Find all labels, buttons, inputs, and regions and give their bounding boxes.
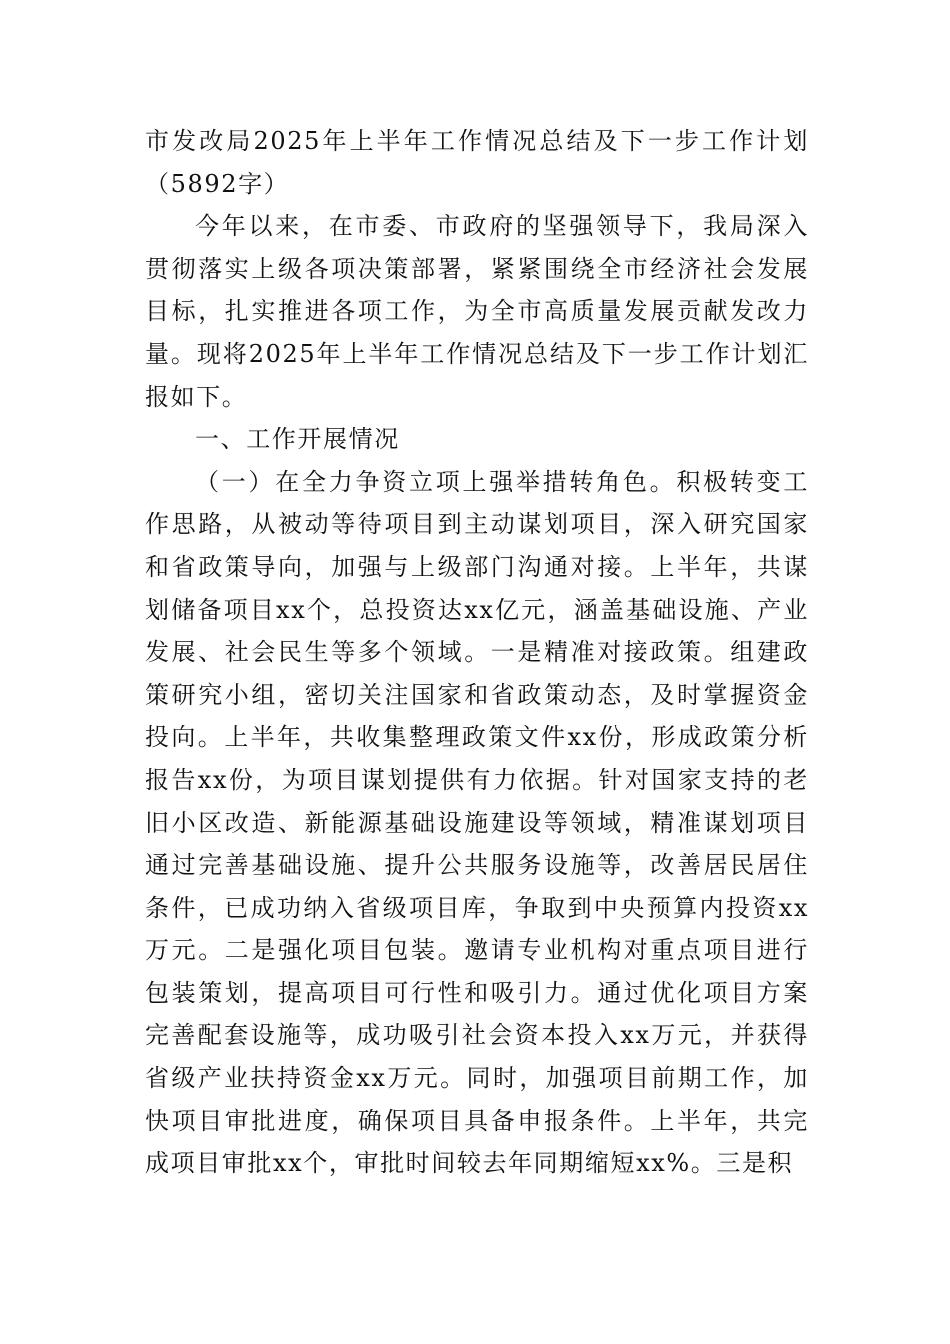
document-page: [145, 120, 809, 1185]
intro-paragraph: 今年以来，在市委、市政府的坚强领导下，我局深入贯彻落实上级各项决策部署，紧紧围绕全市经济社会发展目标，扎实推进各项工作，为全市高质量发展贡献发改力量。现将2025年上半年工作情况总结及下一步工作计划汇报如下。: [145, 212, 809, 411]
document-title: 市发改局2025年上半年工作情况总结及下一步工作计划（5892字）: [145, 127, 809, 198]
section-heading: 一、工作开展情况: [195, 425, 400, 454]
section-body-paragraph: （一）在全力争资立项上强举措转角色。积极转变工作思路，从被动等待项目到主动谋划项目，深入研究国家和省政策导向，加强与上级部门沟通对接。上半年，共谋划储备项目xx个，总投资达xx亿元，涵盖基础设施、产业发展、社会民生等多个领域。一是精准对接政策。组建政策研究小组，密切关注国家和省政策动态，及时掌握资金投向。上半年，共收集整理政策文件xx份，形成政策分析报告xx份，为项目谋划提供有力依据。针对国家支持的老旧小区改造、新能源基础设施建设等领域，精准谋划项目通过完善基础设施、提升公共服务设施等，改善居民居住条件，已成功纳入省级项目库，争取到中央预算内投资xx万元。二是强化项目包装。邀请专业机构对重点项目进行包装策划，提高项目可行性和吸引力。通过优化项目方案完善配套设施等，成功吸引社会资本投入xx万元，并获得省级产业扶持资金xx万元。同时，加强项目前期工作，加快项目审批进度，确保项目具备申报条件。上半年，共完成项目审批xx个，审批时间较去年同期缩短xx%。三是积: [145, 467, 809, 1178]
